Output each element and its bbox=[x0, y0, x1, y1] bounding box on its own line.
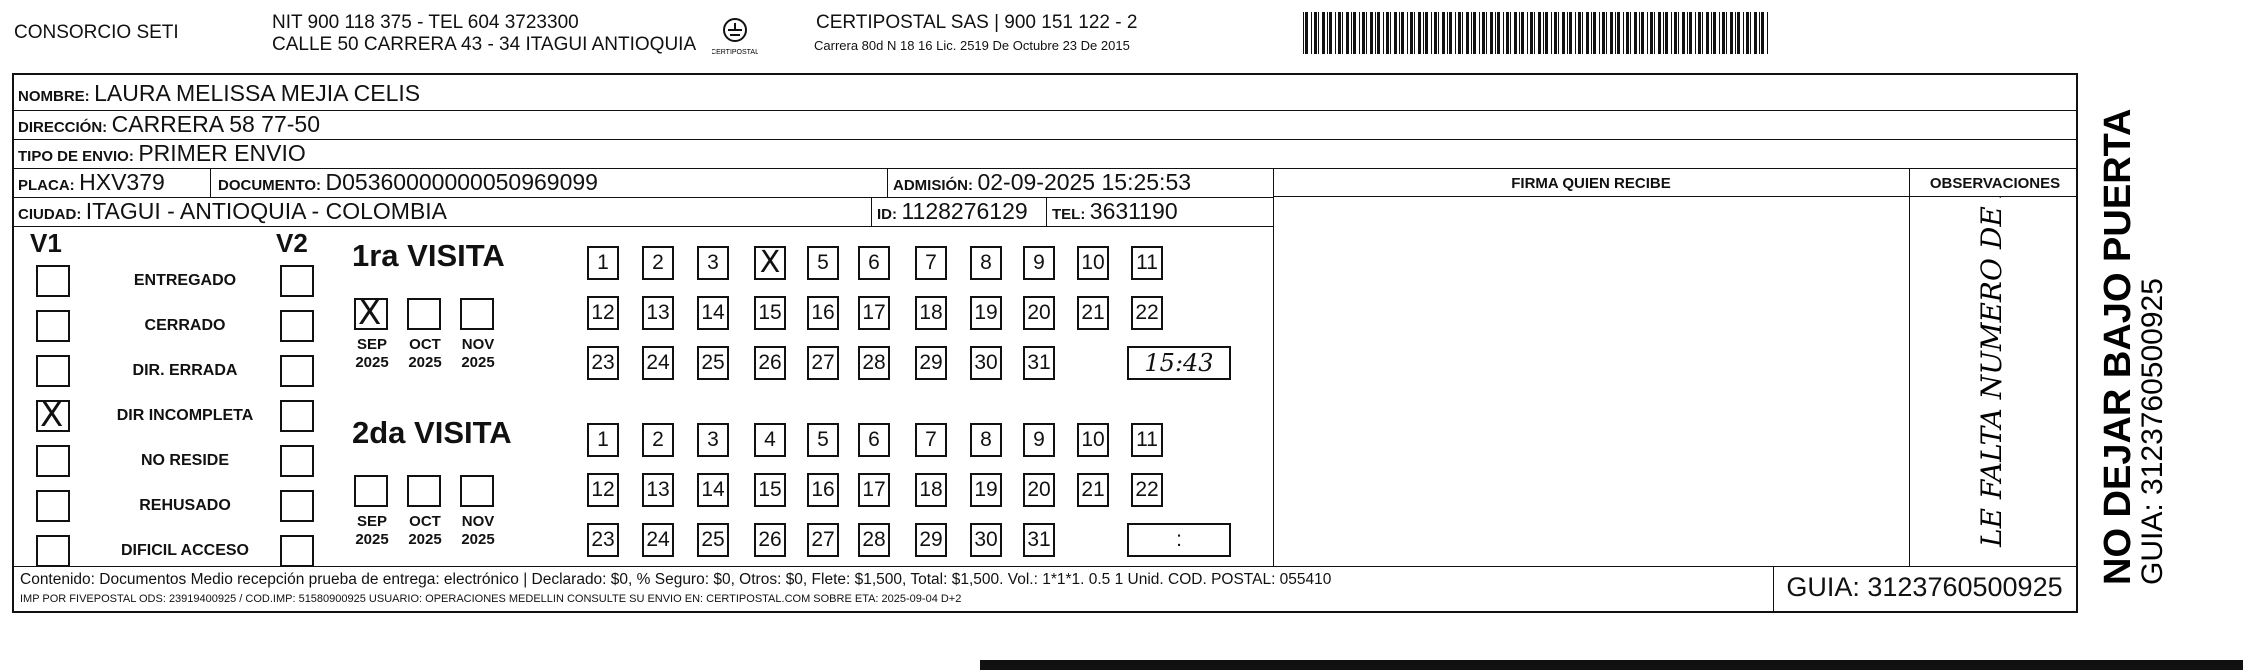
day-box[interactable]: 8 bbox=[970, 246, 1002, 280]
certipostal-line1: CERTIPOSTAL SAS | 900 151 122 - 2 bbox=[816, 12, 1138, 33]
barcode-bar bbox=[1615, 12, 1616, 54]
day-box[interactable]: 26 bbox=[754, 346, 786, 380]
day-box[interactable]: 23 bbox=[587, 523, 619, 557]
v1-check-mark: X bbox=[40, 395, 64, 435]
certipostal-logo-icon bbox=[712, 14, 758, 58]
barcode-bar bbox=[1562, 12, 1565, 54]
barcode-bar bbox=[1543, 12, 1544, 54]
barcode-bar bbox=[1366, 12, 1367, 54]
barcode-bar bbox=[1375, 12, 1376, 54]
barcode-bar bbox=[1719, 12, 1720, 54]
barcode-bar bbox=[1599, 12, 1600, 54]
barcode-bar bbox=[1682, 12, 1685, 54]
barcode-bar bbox=[1586, 12, 1589, 54]
day-box[interactable]: 5 bbox=[807, 423, 839, 457]
barcode-bar bbox=[1431, 12, 1432, 54]
barcode-bar bbox=[1626, 12, 1629, 54]
barcode-bar bbox=[1702, 12, 1703, 54]
month-year: 2025 bbox=[355, 531, 389, 548]
barcode-bar bbox=[1551, 12, 1552, 54]
barcode-bar bbox=[1606, 12, 1607, 54]
barcode-bar bbox=[1370, 12, 1373, 54]
month-checkbox[interactable] bbox=[460, 475, 494, 507]
v1-checkbox[interactable] bbox=[36, 490, 70, 522]
day-box[interactable]: 20 bbox=[1023, 296, 1055, 330]
month-label bbox=[346, 336, 398, 372]
ciudad-label: CIUDAD: bbox=[18, 206, 82, 223]
barcode-bar bbox=[1346, 12, 1349, 54]
day-box[interactable]: 22 bbox=[1131, 473, 1163, 507]
barcode-bar bbox=[1713, 12, 1716, 54]
month-checkbox[interactable] bbox=[354, 475, 388, 507]
month-label bbox=[346, 513, 398, 549]
tipo-envio-label: TIPO DE ENVIO: bbox=[18, 148, 134, 165]
side-line1: NO DEJAR BAJO PUERTA bbox=[2097, 108, 2139, 585]
footer-line2: IMP POR FIVEPOSTAL ODS: 23919400925 / COD.IMP: 51580900925 USUARIO: OPERACIONES MEDELLIN CONSULTE SU ENVIO EN: CERTIPOSTAL.COM SOBRE ETA: 2025-09-04 D+2 bbox=[20, 593, 962, 605]
v2-checkbox[interactable] bbox=[280, 445, 314, 477]
day-box[interactable]: 11 bbox=[1131, 423, 1163, 457]
barcode-bar bbox=[1761, 12, 1764, 54]
tipo-envio-row bbox=[18, 140, 306, 170]
observaciones-label: OBSERVACIONES bbox=[1929, 175, 2061, 192]
nombre-row bbox=[18, 80, 420, 110]
barcode-bar bbox=[1527, 12, 1528, 54]
day-box[interactable]: 14 bbox=[697, 296, 729, 330]
status-option-label: ENTREGADO bbox=[133, 272, 237, 289]
barcode-bar bbox=[1759, 12, 1760, 54]
v2-label: V2 bbox=[276, 228, 308, 258]
barcode-bar bbox=[1722, 12, 1725, 54]
footer-line1: Contenido: Documentos Medio recepción prueba de entrega: electrónico | Declarado: $0, % Seguro: $0, Otros: $0, Flete: $1,500, Total: $1,500. Vol.: 1*1*1. 0.5 1 Unid. COD. POSTAL: 055410 bbox=[20, 571, 1332, 588]
scan-edge bbox=[980, 660, 2243, 670]
month-checkbox[interactable] bbox=[407, 475, 441, 507]
barcode-bar bbox=[1383, 12, 1384, 54]
v1-checkbox[interactable] bbox=[36, 445, 70, 477]
month-check-mark: X bbox=[358, 293, 382, 333]
barcode-bar bbox=[1569, 12, 1572, 54]
barcode-bar bbox=[1735, 12, 1736, 54]
id-value: 1128276129 bbox=[901, 198, 1028, 224]
day-box[interactable]: 24 bbox=[642, 346, 674, 380]
day-box[interactable]: 7 bbox=[915, 246, 947, 280]
day-box[interactable]: 5 bbox=[807, 246, 839, 280]
footer-guia: GUIA: 3123760500925 bbox=[1786, 572, 2063, 602]
barcode-bar bbox=[1311, 12, 1312, 54]
v2-checkbox[interactable] bbox=[280, 355, 314, 387]
barcode-bar bbox=[1575, 12, 1576, 54]
barcode-bar bbox=[1414, 12, 1415, 54]
day-box[interactable]: 19 bbox=[970, 296, 1002, 330]
observaciones-text: LE FALTA NUMERO DE INTERIOR bbox=[1975, 197, 2008, 547]
id-cell bbox=[877, 198, 1028, 228]
time-box[interactable]: 15:43 bbox=[1127, 346, 1231, 380]
v1-checkbox[interactable] bbox=[36, 395, 70, 435]
day-box[interactable]: 12 bbox=[587, 473, 619, 507]
day-box[interactable]: 3 bbox=[697, 423, 729, 457]
day-box[interactable]: 11 bbox=[1131, 246, 1163, 280]
tel-value: 3631190 bbox=[1089, 198, 1178, 224]
barcode-bar bbox=[1654, 12, 1655, 54]
month-checkbox[interactable] bbox=[407, 298, 441, 330]
day-box[interactable]: 21 bbox=[1077, 296, 1109, 330]
day-box[interactable]: 22 bbox=[1131, 296, 1163, 330]
day-box[interactable]: 15 bbox=[754, 473, 786, 507]
direccion-row bbox=[18, 111, 320, 141]
barcode-bar bbox=[1754, 12, 1757, 54]
barcode-bar bbox=[1394, 12, 1397, 54]
day-box[interactable]: 7 bbox=[915, 423, 947, 457]
certipostal-line2: Carrera 80d N 18 16 Lic. 2519 De Octubre 23 De 2015 bbox=[814, 38, 1130, 53]
barcode-bar bbox=[1639, 12, 1640, 54]
id-label: ID: bbox=[877, 206, 897, 223]
barcode-bar bbox=[1318, 12, 1319, 54]
status-option-label: REHUSADO bbox=[139, 497, 231, 514]
v2-checkbox[interactable] bbox=[280, 310, 314, 342]
barcode-bar bbox=[1353, 12, 1356, 54]
barcode-bar bbox=[1471, 12, 1472, 54]
day-box[interactable]: 16 bbox=[807, 296, 839, 330]
barcode-bar bbox=[1335, 12, 1336, 54]
side-vertical-text bbox=[2086, 100, 2166, 600]
barcode-bar bbox=[1506, 12, 1509, 54]
barcode-bar bbox=[1737, 12, 1740, 54]
day-box[interactable]: 2 bbox=[642, 246, 674, 280]
month-year: 2025 bbox=[461, 531, 495, 548]
logo-text: CERTIPOSTAL bbox=[712, 49, 758, 56]
barcode-bar bbox=[1447, 12, 1448, 54]
day-box[interactable]: 29 bbox=[915, 346, 947, 380]
barcode-bar bbox=[1442, 12, 1445, 54]
barcode-bar bbox=[1593, 12, 1596, 54]
month-year: 2025 bbox=[355, 354, 389, 371]
barcode-bar bbox=[1530, 12, 1533, 54]
month-label bbox=[452, 513, 504, 549]
barcode-bar bbox=[1558, 12, 1559, 54]
day-box[interactable]: 9 bbox=[1023, 423, 1055, 457]
v2-checkbox[interactable] bbox=[280, 535, 314, 567]
barcode-bar bbox=[1390, 12, 1391, 54]
barcode-bar bbox=[1671, 12, 1672, 54]
day-box[interactable]: 2 bbox=[642, 423, 674, 457]
barcode-bar bbox=[1466, 12, 1469, 54]
barcode-bar bbox=[1521, 12, 1524, 54]
barcode-bar bbox=[1689, 12, 1692, 54]
v2-checkbox[interactable] bbox=[280, 490, 314, 522]
observaciones-handwriting bbox=[1909, 197, 2075, 566]
barcode-bar bbox=[1695, 12, 1696, 54]
barcode-bar bbox=[1610, 12, 1613, 54]
barcode-bar bbox=[1329, 12, 1332, 54]
day-box[interactable]: 10 bbox=[1077, 246, 1109, 280]
month-checkbox[interactable] bbox=[354, 293, 388, 333]
barcode-bar bbox=[1338, 12, 1341, 54]
barcode-bar bbox=[1650, 12, 1653, 54]
delivery-form bbox=[12, 73, 2078, 613]
day-box[interactable]: 17 bbox=[858, 296, 890, 330]
firma-label: FIRMA QUIEN RECIBE bbox=[1511, 175, 1671, 192]
day-box[interactable]: 25 bbox=[697, 523, 729, 557]
month-year: 2025 bbox=[408, 354, 442, 371]
barcode-bar bbox=[1630, 12, 1631, 54]
barcode-bar bbox=[1418, 12, 1421, 54]
month-year: 2025 bbox=[408, 531, 442, 548]
day-box[interactable]: 24 bbox=[642, 523, 674, 557]
day-box[interactable]: 16 bbox=[807, 473, 839, 507]
day-box[interactable]: 26 bbox=[754, 523, 786, 557]
barcode-bar bbox=[1359, 12, 1360, 54]
day-box[interactable]: 27 bbox=[807, 346, 839, 380]
barcode-bar bbox=[1663, 12, 1664, 54]
barcode-bar bbox=[1322, 12, 1325, 54]
status-option-label: DIFICIL ACCESO bbox=[120, 542, 249, 559]
ciudad-cell bbox=[18, 198, 447, 228]
placa-cell bbox=[18, 169, 165, 199]
barcode-bar bbox=[1314, 12, 1317, 54]
barcode-bar bbox=[1746, 12, 1749, 54]
barcode-bar bbox=[1674, 12, 1677, 54]
tipo-envio-value: PRIMER ENVIO bbox=[138, 140, 306, 166]
direccion-label: DIRECCIÓN: bbox=[18, 119, 108, 136]
barcode-bar bbox=[1399, 12, 1400, 54]
barcode-bar bbox=[1578, 12, 1581, 54]
barcode-bar bbox=[1410, 12, 1413, 54]
barcode-bar bbox=[1634, 12, 1637, 54]
admision-value: 02-09-2025 15:25:53 bbox=[977, 169, 1192, 195]
status-option-label: CERRADO bbox=[144, 317, 226, 334]
month-name: SEP bbox=[356, 336, 387, 353]
month-name: NOV bbox=[461, 336, 495, 353]
barcode-bar bbox=[1602, 12, 1605, 54]
day-box[interactable]: 4 bbox=[754, 423, 786, 457]
day-box[interactable]: 6 bbox=[858, 246, 890, 280]
barcode-bar bbox=[1497, 12, 1500, 54]
day-box[interactable]: 3 bbox=[697, 246, 729, 280]
barcode-bar bbox=[1750, 12, 1751, 54]
day-box[interactable]: 15 bbox=[754, 296, 786, 330]
barcode-bar bbox=[1327, 12, 1328, 54]
barcode-bar bbox=[1678, 12, 1679, 54]
barcode-bar bbox=[1687, 12, 1688, 54]
day-box[interactable]: X bbox=[754, 246, 786, 280]
barcode-bar bbox=[1479, 12, 1480, 54]
v1-checkbox[interactable] bbox=[36, 535, 70, 567]
nombre-value: LAURA MELISSA MEJIA CELIS bbox=[94, 80, 421, 106]
barcode-bar bbox=[1490, 12, 1493, 54]
barcode-bar bbox=[1743, 12, 1744, 54]
placa-label: PLACA: bbox=[18, 177, 75, 194]
barcode-bar bbox=[1423, 12, 1424, 54]
month-name: SEP bbox=[356, 513, 387, 530]
day-box[interactable]: 1 bbox=[587, 246, 619, 280]
company-name: CONSORCIO SETI bbox=[14, 22, 179, 43]
month-name: OCT bbox=[409, 336, 441, 353]
month-name: NOV bbox=[461, 513, 495, 530]
day-box[interactable]: 31 bbox=[1023, 523, 1055, 557]
time-box[interactable]: : bbox=[1127, 523, 1231, 557]
status-option-label: DIR. ERRADA bbox=[132, 362, 238, 379]
placa-value: HXV379 bbox=[79, 169, 165, 195]
barcode-bar bbox=[1658, 12, 1661, 54]
barcode-bar bbox=[1438, 12, 1439, 54]
barcode-bar bbox=[1647, 12, 1648, 54]
status-option-label: DIR INCOMPLETA bbox=[116, 407, 254, 424]
barcode-bar bbox=[1514, 12, 1517, 54]
ciudad-value: ITAGUI - ANTIOQUIA - COLOMBIA bbox=[85, 198, 448, 224]
day-box[interactable]: 1 bbox=[587, 423, 619, 457]
day-box[interactable]: 25 bbox=[697, 346, 729, 380]
barcode-bar bbox=[1706, 12, 1709, 54]
v1-label: V1 bbox=[30, 228, 62, 258]
barcode-bar bbox=[1425, 12, 1428, 54]
day-box[interactable]: 20 bbox=[1023, 473, 1055, 507]
month-name: OCT bbox=[409, 513, 441, 530]
barcode-bar bbox=[1617, 12, 1620, 54]
admision-cell bbox=[893, 169, 1191, 199]
barcode-bar bbox=[1434, 12, 1437, 54]
month-label bbox=[399, 513, 451, 549]
barcode-bar bbox=[1458, 12, 1461, 54]
month-checkbox[interactable] bbox=[460, 298, 494, 330]
barcode bbox=[1303, 12, 1771, 54]
barcode-bar bbox=[1623, 12, 1624, 54]
barcode-bar bbox=[1767, 12, 1768, 54]
barcode-bar bbox=[1407, 12, 1408, 54]
day-box[interactable]: 10 bbox=[1077, 423, 1109, 457]
barcode-bar bbox=[1386, 12, 1389, 54]
day-box[interactable]: 6 bbox=[858, 423, 890, 457]
barcode-bar bbox=[1495, 12, 1496, 54]
tel-cell bbox=[1052, 198, 1178, 228]
barcode-bar bbox=[1534, 12, 1535, 54]
v2-checkbox[interactable] bbox=[280, 265, 314, 297]
tel-label: TEL: bbox=[1052, 206, 1086, 223]
barcode-bar bbox=[1503, 12, 1504, 54]
barcode-bar bbox=[1303, 12, 1304, 54]
day-box[interactable]: 31 bbox=[1023, 346, 1055, 380]
barcode-bar bbox=[1473, 12, 1476, 54]
documento-label: DOCUMENTO: bbox=[218, 177, 322, 194]
barcode-bar bbox=[1449, 12, 1452, 54]
barcode-bar bbox=[1519, 12, 1520, 54]
barcode-bar bbox=[1305, 12, 1308, 54]
day-box[interactable]: 27 bbox=[807, 523, 839, 557]
day-box[interactable]: 29 bbox=[915, 523, 947, 557]
day-box[interactable]: 30 bbox=[970, 346, 1002, 380]
barcode-bar bbox=[1665, 12, 1668, 54]
side-line2: GUIA: 3123760500925 bbox=[2136, 278, 2166, 585]
barcode-bar bbox=[1486, 12, 1487, 54]
barcode-bar bbox=[1510, 12, 1511, 54]
visit-title: 2da VISITA bbox=[352, 415, 512, 450]
day-box[interactable]: 18 bbox=[915, 296, 947, 330]
month-year: 2025 bbox=[461, 354, 495, 371]
barcode-bar bbox=[1698, 12, 1701, 54]
barcode-bar bbox=[1401, 12, 1404, 54]
v1-checkbox[interactable] bbox=[36, 310, 70, 342]
day-box[interactable]: 8 bbox=[970, 423, 1002, 457]
barcode-bar bbox=[1711, 12, 1712, 54]
day-box[interactable]: 18 bbox=[915, 473, 947, 507]
barcode-bar bbox=[1730, 12, 1733, 54]
day-box[interactable]: 28 bbox=[858, 523, 890, 557]
documento-value: D05360000000050969099 bbox=[325, 169, 598, 195]
barcode-bar bbox=[1554, 12, 1557, 54]
day-box[interactable]: 17 bbox=[858, 473, 890, 507]
day-box[interactable]: 13 bbox=[642, 473, 674, 507]
barcode-bar bbox=[1462, 12, 1463, 54]
day-box[interactable]: 14 bbox=[697, 473, 729, 507]
day-box[interactable]: 12 bbox=[587, 296, 619, 330]
barcode-bar bbox=[1377, 12, 1380, 54]
barcode-bar bbox=[1591, 12, 1592, 54]
month-label bbox=[452, 336, 504, 372]
day-box[interactable]: 9 bbox=[1023, 246, 1055, 280]
day-box[interactable]: 28 bbox=[858, 346, 890, 380]
barcode-bar bbox=[1362, 12, 1365, 54]
barcode-bar bbox=[1582, 12, 1583, 54]
day-box[interactable]: 30 bbox=[970, 523, 1002, 557]
admision-label: ADMISIÓN: bbox=[893, 177, 973, 194]
v1-checkbox[interactable] bbox=[36, 355, 70, 387]
barcode-bar bbox=[1726, 12, 1727, 54]
day-box[interactable]: 23 bbox=[587, 346, 619, 380]
day-box[interactable]: 13 bbox=[642, 296, 674, 330]
barcode-bar bbox=[1545, 12, 1548, 54]
barcode-bar bbox=[1538, 12, 1541, 54]
barcode-bar bbox=[1641, 12, 1644, 54]
barcode-bar bbox=[1342, 12, 1343, 54]
barcode-bar bbox=[1351, 12, 1352, 54]
month-label bbox=[399, 336, 451, 372]
v2-checkbox[interactable] bbox=[280, 400, 314, 432]
address-line: CALLE 50 CARRERA 43 - 34 ITAGUI ANTIOQUIA bbox=[272, 34, 697, 55]
documento-cell bbox=[218, 169, 598, 199]
v1-checkbox[interactable] bbox=[36, 265, 70, 297]
barcode-bar bbox=[1455, 12, 1456, 54]
day-box[interactable]: 19 bbox=[970, 473, 1002, 507]
direccion-value: CARRERA 58 77-50 bbox=[111, 111, 321, 137]
nombre-label: NOMBRE: bbox=[18, 88, 90, 105]
day-box[interactable]: 21 bbox=[1077, 473, 1109, 507]
visit-title: 1ra VISITA bbox=[352, 238, 505, 273]
barcode-bar bbox=[1567, 12, 1568, 54]
barcode-bar bbox=[1482, 12, 1485, 54]
status-option-label: NO RESIDE bbox=[140, 452, 229, 469]
nit-line: NIT 900 118 375 - TEL 604 3723300 bbox=[272, 12, 579, 33]
